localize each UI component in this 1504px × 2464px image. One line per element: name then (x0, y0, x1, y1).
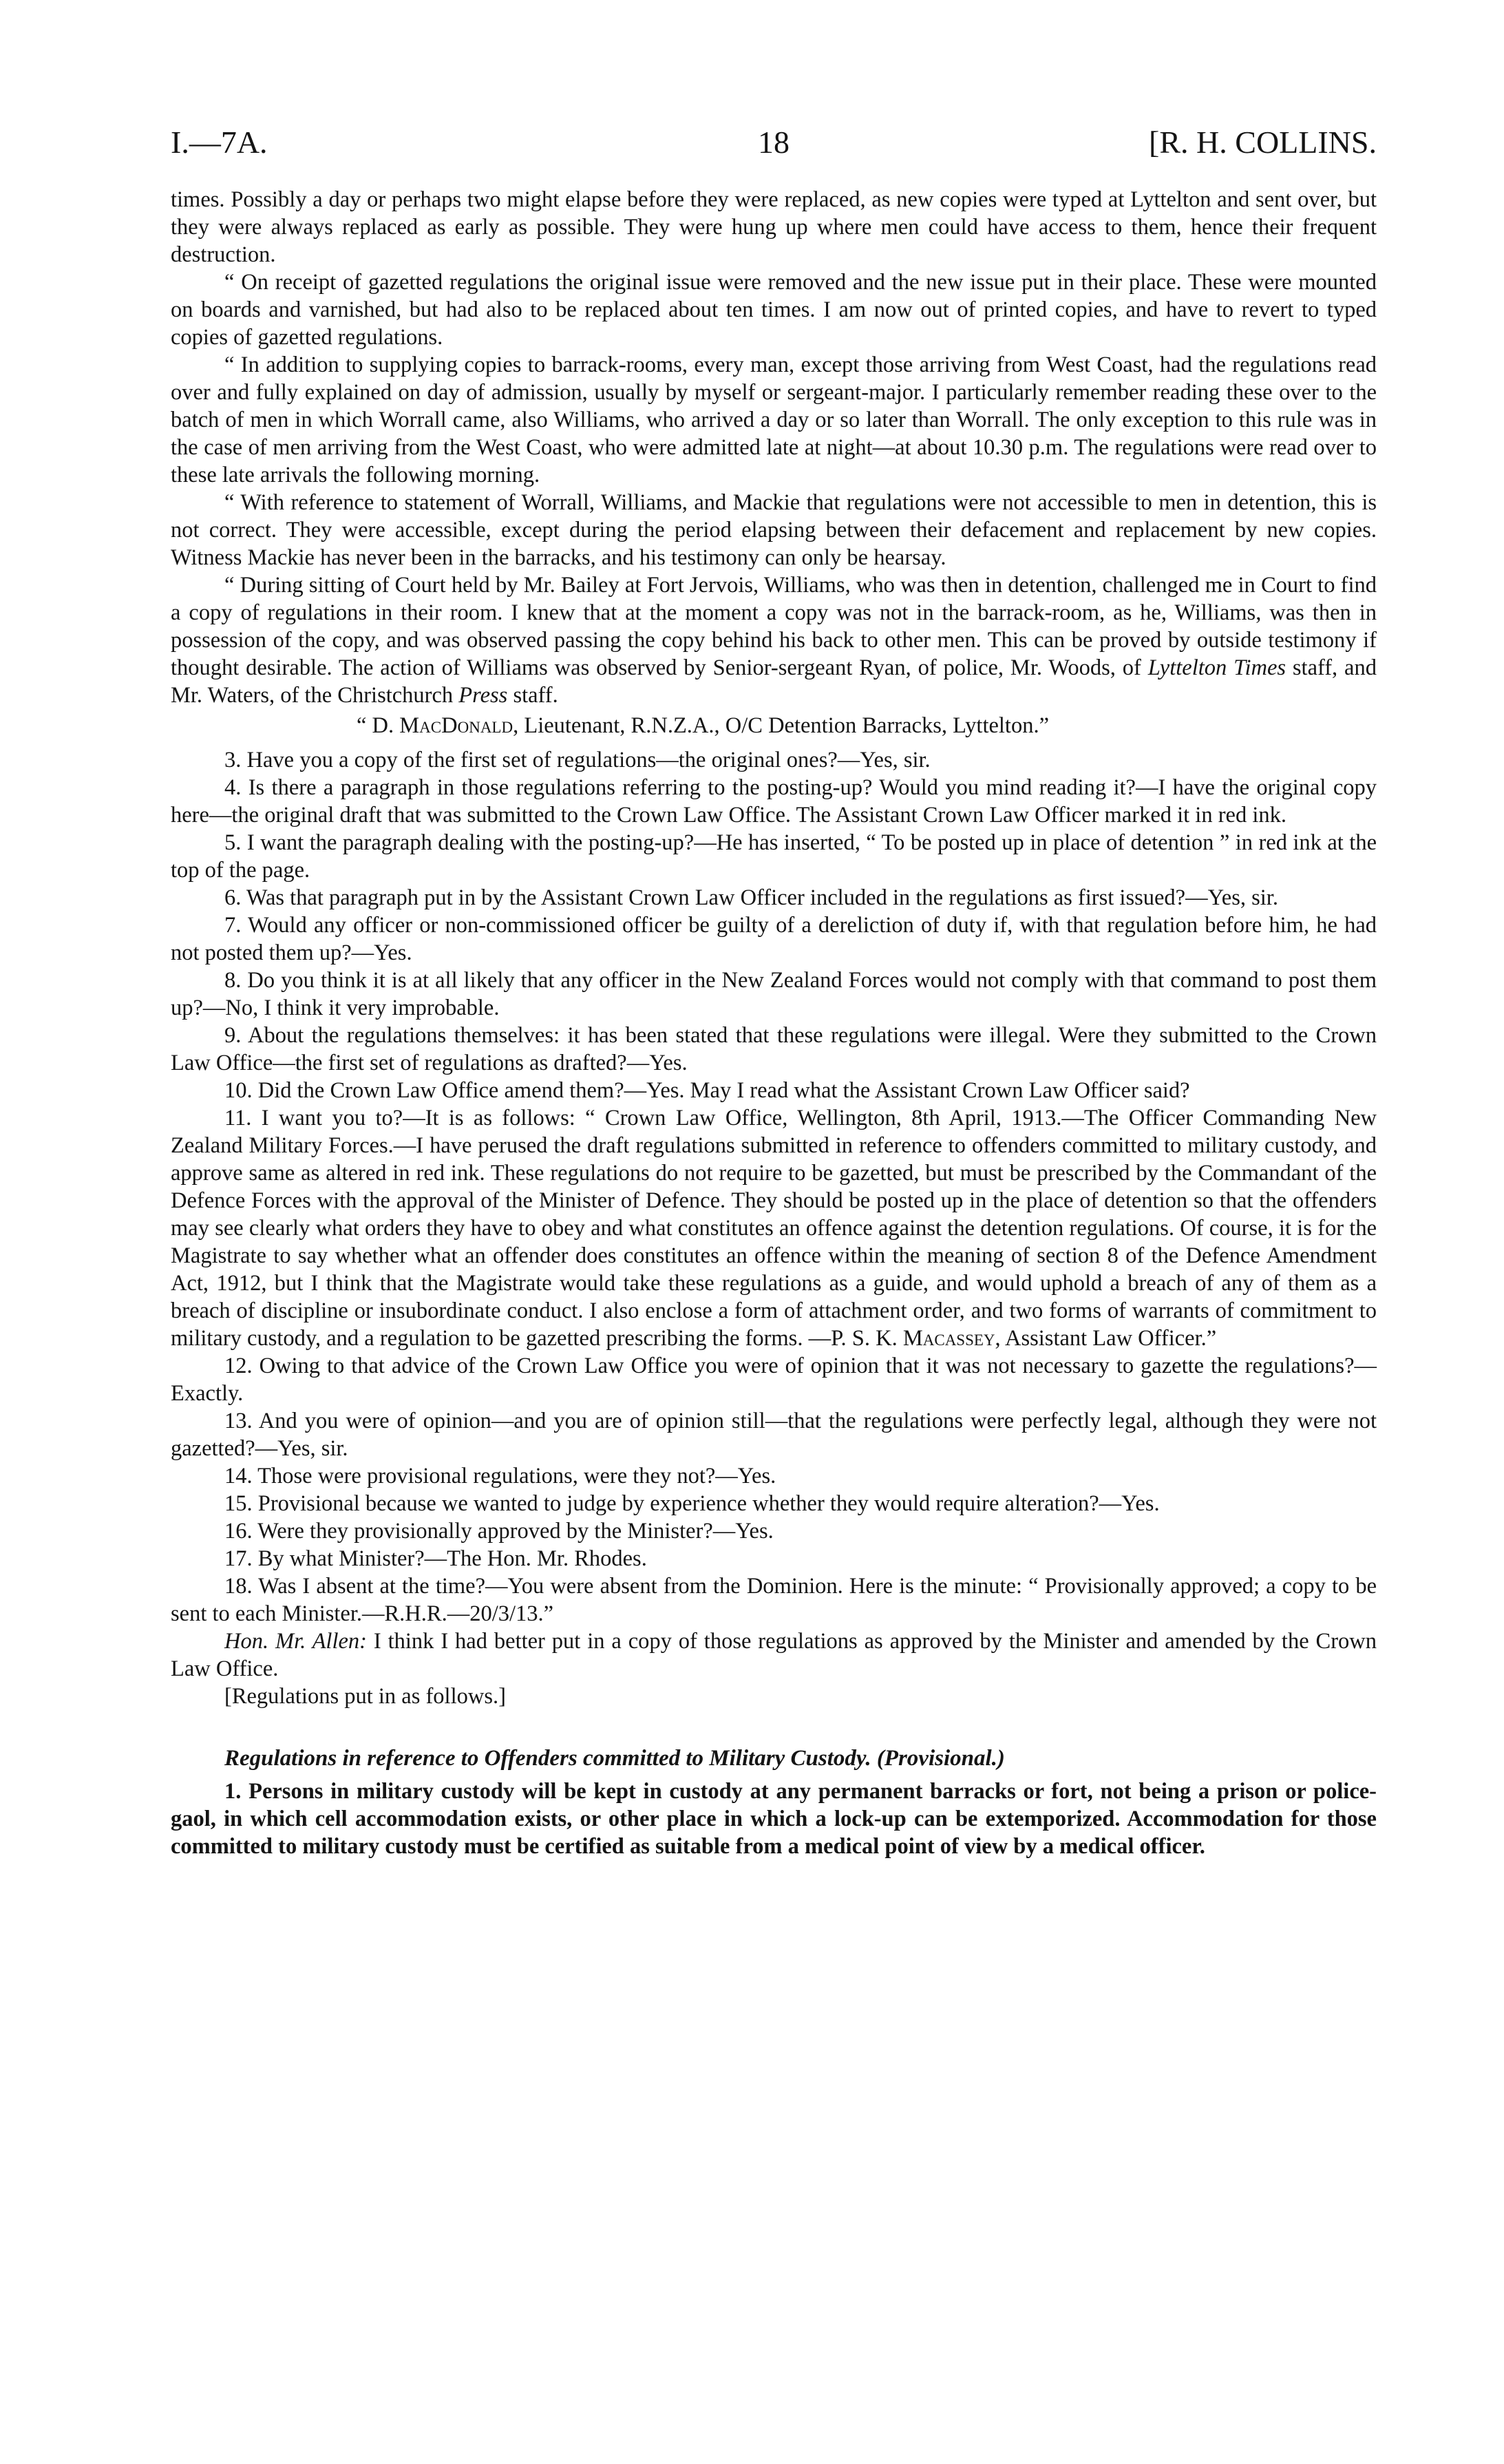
paragraph-bailey (171, 571, 1377, 709)
text-run: “ During sitting of Court held by Mr. Bailey at Fort Jervois, Williams, who was then in detention, challenged me in Court to find a copy of regulations in their room. I knew that at the moment a copy was not in the barrack-room, as he, Williams, was then in possession of the copy, and was observed passing the copy behind his back to other men. This can be proved by outside testimony if thought desirable. The action of Williams was observed by Senior-sergeant Ryan, of police, Mr. Woods, of (171, 573, 1377, 680)
page-number: 18 (758, 125, 790, 160)
document-body (171, 186, 1377, 1860)
witness-name: [R. H. COLLINS. (1149, 125, 1377, 160)
question-answer: 8. Do you think it is at all likely that any officer in the New Zealand Forces would not comply with that command to post them up?—No, I think it very improbable. (171, 968, 1377, 1020)
question-answer: 10. Did the Crown Law Office amend them?—Yes. May I read what the Assistant Crown Law Officer said? (224, 1078, 1190, 1103)
question-answer: 7. Would any officer or non-commissioned officer be guilty of a dereliction of duty if, with that regulation before him, he had not posted them up?—Yes. (171, 913, 1377, 965)
document-page (171, 124, 1377, 1860)
editorial-note: [Regulations put in as follows.] (224, 1684, 506, 1709)
paragraph: “ On receipt of gazetted regulations the original issue were removed and the new issue put in their place. These were mounted on boards and varnished, but had also to be replaced about ten times. I am now out of printed copies, and have to revert to typed copies of gazetted regulations. (171, 270, 1377, 350)
question-answer: 12. Owing to that advice of the Crown Law Office you were of opinion that it was not necessary to gazette the regulations?—Exactly. (171, 1354, 1377, 1406)
text-run: , Assistant Law Officer.” (995, 1326, 1217, 1351)
speaker-name: Hon. Mr. Allen: (224, 1629, 367, 1654)
question-answer: 18. Was I absent at the time?—You were absent from the Dominion. Here is the minute: “ Provisionally approved; a copy to be sent to each Minister.—R.H.R.—20/3/13.” (171, 1574, 1377, 1626)
page-header (171, 124, 1377, 165)
text-run: , Lieutenant, R.N.Z.A., O/C Detention Barracks, Lyttelton.” (513, 713, 1050, 738)
newspaper-name: Lyttelton Times (1147, 655, 1286, 680)
signature-line (171, 712, 1377, 739)
speaker-statement (171, 1628, 1377, 1683)
question-answer: 14. Those were provisional regulations, were they not?—Yes. (224, 1464, 776, 1488)
question-answer: 17. By what Minister?—The Hon. Mr. Rhodes. (224, 1546, 647, 1571)
text-run: “ D. (357, 713, 400, 738)
question-answer: 3. Have you a copy of the first set of regulations—the original ones?—Yes, sir. (224, 748, 931, 772)
question-answer: 4. Is there a paragraph in those regulations referring to the posting-up? Would you mind reading it?—I have the original copy here—the original draft that was submitted to the Crown Law Office. The Assistant Crown Law Officer marked it in red ink. (171, 775, 1377, 828)
paragraph: “ With reference to statement of Worrall, Williams, and Mackie that regulations were not accessible to men in detention, this is not correct. They were accessible, except during the period elapsing between their defacement and replacement by new copies. Witness Mackie has never been in the barracks, and his testimony can only be hearsay. (171, 490, 1377, 570)
newspaper-name: Press (458, 683, 508, 708)
document-reference: I.—7A. (171, 125, 268, 160)
paragraph: times. Possibly a day or perhaps two might elapse before they were replaced, as new copies were typed at Lyttelton and sent over, but they were always replaced as early as possible. They were hung up where men could have access to them, hence their frequent destruction. (171, 187, 1377, 267)
signatory-name: Macassey (902, 1326, 995, 1351)
text-run: 11. I want you to?—It is as follows: “ Crown Law Office, Wellington, 8th April, 1913.—The Officer Commanding New Zealand Military Forces.—I have perused the draft regulations submitted in reference to offenders committed to military custody, and approve same as altered in red ink. These regulations do not require to be gazetted, but must be prescribed by the Commandant of the Defence Forces with the approval of the Minister of Defence. They should be posted up in the place of detention so that the offenders may see clearly what orders they have to obey and what constitutes an offence against the detention regulations. Of course, it is for the Magistrate to say whether what an offender does constitutes an offence within the meaning of section 8 of the Defence Amendment Act, 1912, but I think that the Magistrate would take these regulations as a guide, and would uphold a breach of any of them as a breach of discipline or insubordinate conduct. I also enclose a form of attachment order, and two forms of warrants of commitment to military custody, and a regulation to be gazetted prescribing the forms. —P. S. K. (171, 1106, 1377, 1351)
text-run: I think I had better put in a copy of those regulations as approved by the Minister and amended by the Crown Law Office. (171, 1629, 1377, 1681)
question-answer: 9. About the regulations themselves: it has been stated that these regulations were illegal. Were they submitted to the Crown Law Office—the first set of regulations as drafted?—Yes. (171, 1023, 1377, 1075)
question-answer: 5. I want the paragraph dealing with the posting-up?—He has inserted, “ To be posted up in place of detention ” in red ink at the top of the page. (171, 830, 1377, 883)
question-answer: 16. Were they provisionally approved by the Minister?—Yes. (224, 1519, 774, 1544)
question-answer: 6. Was that paragraph put in by the Assistant Crown Law Officer included in the regulations as first issued?—Yes, sir. (224, 885, 1278, 910)
text-run: staff, and Mr. Waters, of the Christchurch (171, 655, 1377, 708)
signatory-name: MacDonald (399, 713, 513, 738)
question-answer-letter (171, 1104, 1377, 1352)
paragraph: “ In addition to supplying copies to barrack-rooms, every man, except those arriving from West Coast, had the regulations read over and fully explained on day of admission, usually by myself or sergeant-major. I particularly remember reading these over to the batch of men in which Worrall came, also Williams, who arrived a day or so later than Worrall. The only exception to this rule was in the case of men arriving from the West Coast, who were admitted late at night—at about 10.30 p.m. The regulations were read over to these late arrivals the following morning. (171, 352, 1377, 487)
question-answer: 15. Provisional because we wanted to judge by experience whether they would require alteration?—Yes. (224, 1491, 1160, 1516)
section-heading: Regulations in reference to Offenders committed to Military Custody. (Provisional.) (224, 1746, 1005, 1771)
text-run: staff. (507, 683, 558, 708)
question-answer: 13. And you were of opinion—and you are of opinion still—that the regulations were perfectly legal, although they were not gazetted?—Yes, sir. (171, 1409, 1377, 1461)
regulation-item: 1. Persons in military custody will be kept in custody at any permanent barracks or fort, not being a prison or police-gaol, in which cell accommodation exists, or other place in which a lock-up can be extemporized. Accommodation for those committed to military custody must be certified as suitable from a medical point of view by a medical officer. (171, 1779, 1377, 1859)
